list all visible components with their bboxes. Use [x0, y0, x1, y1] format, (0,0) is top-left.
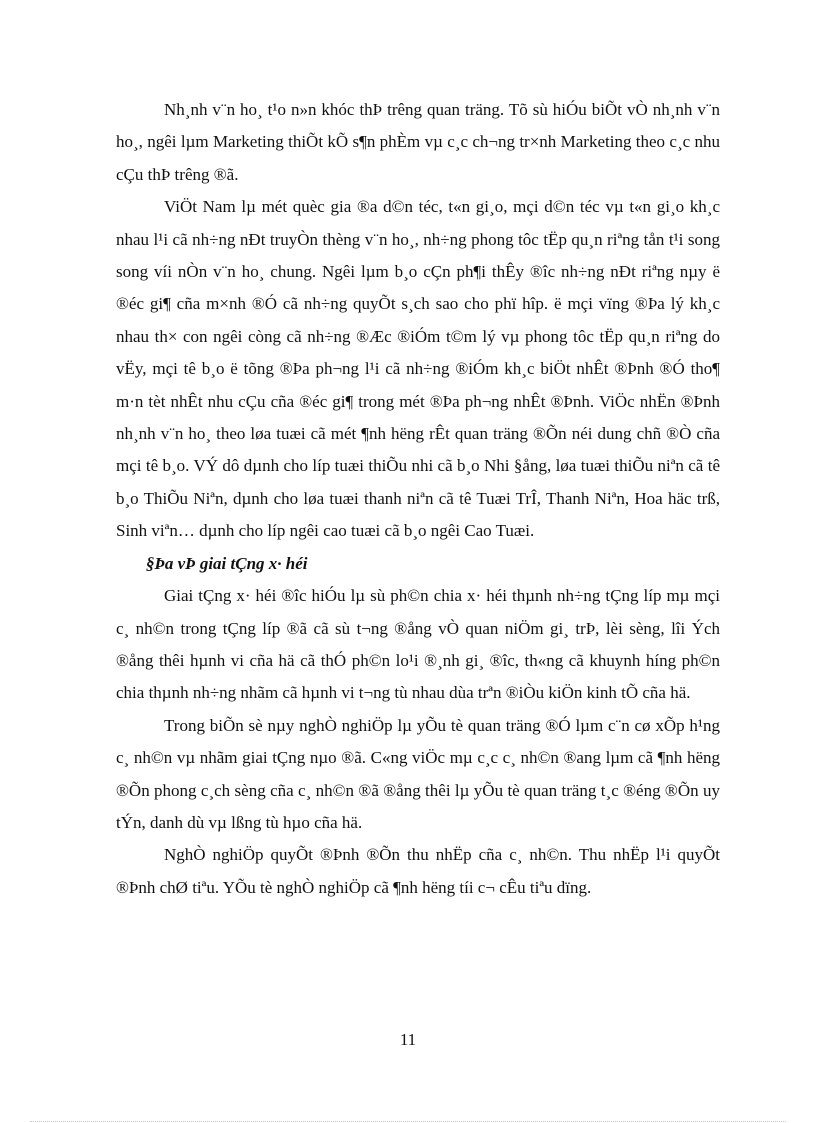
paragraph-5: NghÒ nghiÖp quyÕt ®Þnh ®Õn thu nhËp cña c¸ nh©n. Thu nhËp l¹i quyÕt ®Þnh chØ tiªu. YÕu tè nghÒ nghiÖp cã ¶nh hëng tíi c¬ cÊu tiªu dïng.	[116, 845, 720, 897]
document-body	[116, 94, 720, 904]
page-bottom-divider	[30, 1121, 786, 1122]
paragraph-4: Trong biÕn sè nµy nghÒ nghiÖp lµ yÕu tè quan träng ®Ó lµm c¨n cø xÕp h¹ng c¸ nh©n vµ nhãm giai tÇng nµo ®ã. C«ng viÖc mµ c¸c c¸ nh©n ®ang lµm cã ¶nh hëng ®Õn phong c¸ch sèng cña c¸ nh©n ®ã ®ång thêi lµ yÕu tè quan träng t¸c ®éng ®Õn uy tÝn, danh dù vµ lßng tù hµo cña hä.	[116, 715, 720, 832]
paragraph-3: Giai tÇng x· héi ®îc hiÓu lµ sù ph©n chia x· héi thµnh nh÷ng tÇng líp mµ mçi c¸ nh©n trong tÇng líp ®ã cã sù t¬ng ®ång vÒ quan niÖm gi¸ trÞ, lèi sèng, lîi Ých ®ång thêi hµnh vi cña hä cã thÓ ph©n lo¹i ®¸nh gi¸ ®îc, th«ng cã khuynh híng ph©n chia thµnh nh÷ng nhãm cã hµnh vi t¬ng tù nhau dùa trªn ®iÒu kiÖn kinh tÕ cña hä.	[116, 586, 720, 703]
page-number: 11	[399, 1030, 417, 1049]
paragraph-1: Nh¸nh v¨n ho¸ t¹o n»n khóc thÞ trêng quan träng. Tõ sù hiÓu biÕt vÒ nh¸nh v¨n ho¸, ngêi lµm Marketing thiÕt kÕ s¶n phÈm vµ c¸c ch¬ng tr×nh Marketing theo c¸c nhu cÇu thÞ trêng ®ã.	[116, 100, 720, 184]
paragraph-2: ViÖt Nam lµ mét quèc gia ®a d©n téc, t«n gi¸o, mçi d©n téc vµ t«n gi¸o kh¸c nhau l¹i cã nh÷ng nÐt truyÒn thèng v¨n ho¸, nh÷ng phong tôc tËp qu¸n riªng tån t¹i song song víi nÒn v¨n ho¸ chung. Ngêi lµm b¸o cÇn ph¶i thÊy ®îc nh÷ng nÐt riªng nµy ë ®éc gi¶ cña m×nh ®Ó cã nh÷ng quyÕt s¸ch sao cho phï hîp. ë mçi vïng ®Þa lý kh¸c nhau th× con ngêi còng cã nh÷ng ®Æc ®iÓm t©m lý vµ phong tôc tËp qu¸n riªng do vËy, mçi tê b¸o ë tõng ®Þa ph¬ng l¹i cã nh÷ng ®iÓm kh¸c biÖt nhÊt ®Þnh ®Ó tho¶ m·n tèt nhÊt nhu cÇu cña ®éc gi¶ trong mét ®Þa ph¬ng nhÊt ®Þnh. ViÖc nhËn ®Þnh nh¸nh v¨n ho¸ theo løa tuæi cã mét ¶nh hëng rÊt quan träng ®Õn néi dung chñ ®Ò cña mçi tê b¸o. VÝ dô dµnh cho líp tuæi thiÕu nhi cã b¸o Nhi §ång, løa tuæi thiÕu niªn cã tê b¸o ThiÕu Niªn, dµnh cho løa tuæi thanh niªn cã tê Tuæi TrÎ, Thanh Niªn, Hoa häc trß, Sinh viªn… dµnh cho líp ngêi cao tuæi cã b¸o ngêi Cao Tuæi.	[116, 197, 720, 541]
section-heading: §Þa vÞ giai tÇng x· héi	[146, 553, 308, 573]
